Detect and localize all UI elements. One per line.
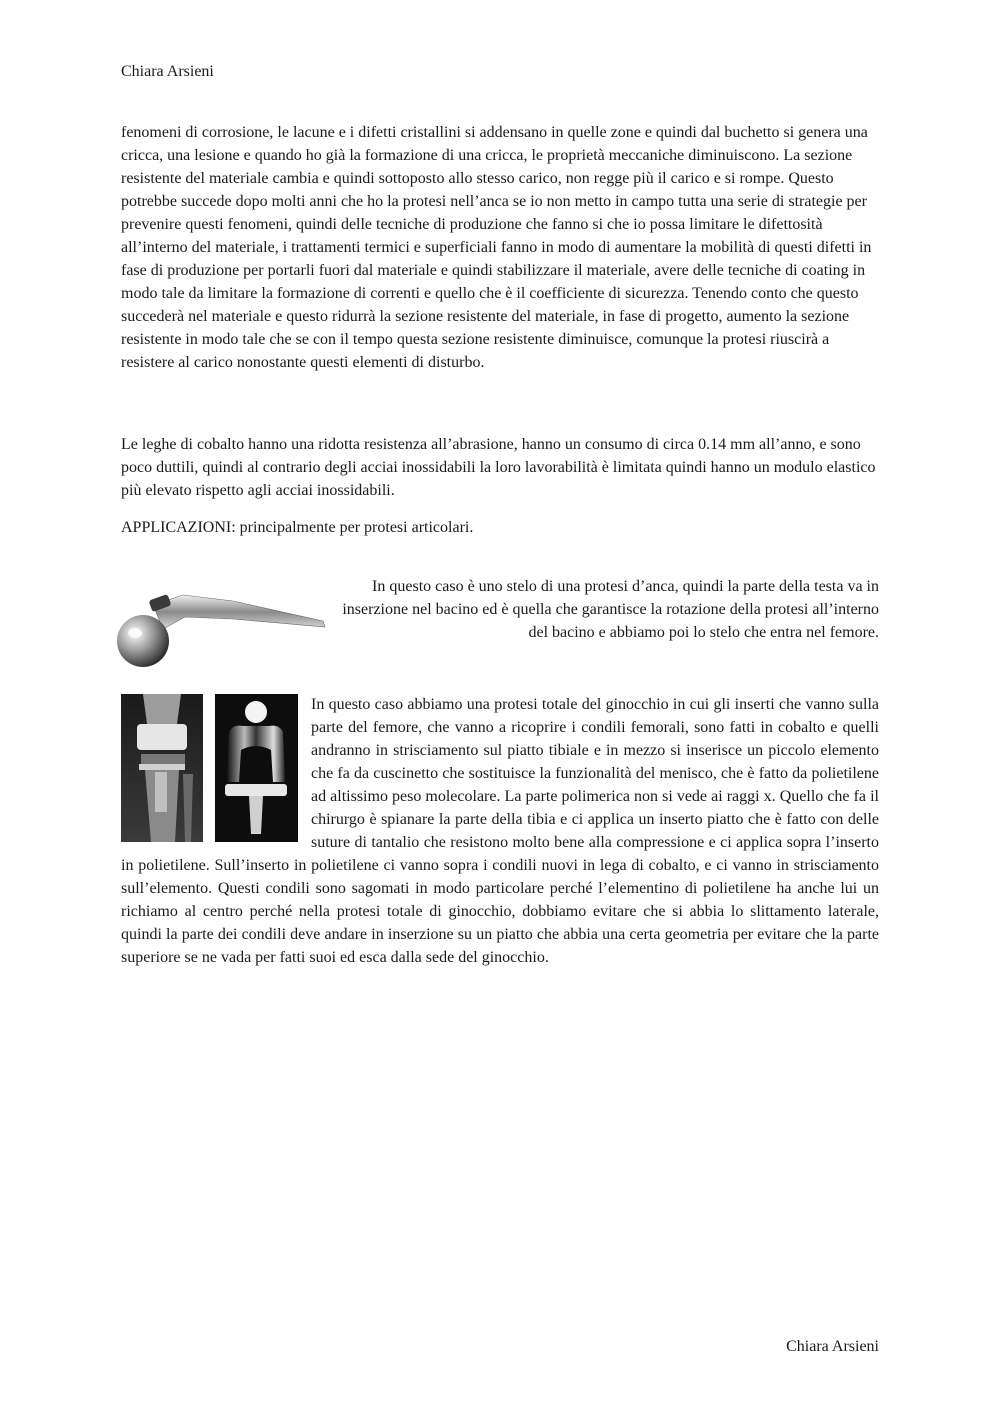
page-footer-author: Chiara Arsieni [786, 1338, 879, 1355]
body-paragraph-corrosion: fenomeni di corrosione, le lacune e i difetti cristallini si addensano in quelle zone e quindi dal buchetto si genera una cricca, una lesione e quando ho già la formazione di una cricca, le proprietà meccaniche diminuiscono. La sezione resistente del materiale cambia e quindi sottoposto allo stesso carico, non regge più il carico e si rompe. Questo potrebbe succede dopo molti anni che ho la protesi nell’anca se io non metto in campo tutta una serie di strategie per prevenire questi fenomeni, quindi delle tecniche di produzione che fanno si che io possa limitare le difettosità all’interno del materiale, i trattamenti termici e superficiali fanno in modo di aumentare la mobilità di questi difetti in fase di produzione per portarli fuori dal materiale e quindi stabilizzare il materiale, avere delle tecniche di coating in modo tale da limitare la formazione di correnti e quello che è il coefficiente di sicurezza. Tenendo conto che questo succederà nel materiale e questo ridurrà la sezione resistente del materiale, in fase di progetto, aumento la sezione resistente in modo tale che se con il tempo questa sezione resistente diminuisce, comunque la protesi riuscirà a resistere al carico nonostante questi elementi di disturbo. [121, 124, 872, 371]
hip-prosthesis-image [113, 583, 335, 673]
body-paragraph-applications: APPLICAZIONI: principalmente per protesi articolari. [121, 519, 474, 536]
page-header-author: Chiara Arsieni [121, 63, 214, 80]
knee-prosthesis-text-block [121, 693, 879, 969]
knee-prosthesis-paragraph: In questo caso abbiamo una protesi totale del ginocchio in cui gli inserti che vanno sulla parte del femore, che vanno a ricoprire i condili femorali, sono fatti in cobalto e quelli andranno in strisciamento sul piatto tibiale e in mezzo si inserisce un piccolo elemento che fa da cuscinetto che sostituisce la funzionalità del menisco, che è fatto da polietilene ad altissimo peso molecolare. La parte polimerica non si vede ai raggi x. Quello che fa il chirurgo è spianare la parte della tibia e ci applica un inserto piatto che è fatto con delle suture di tantalio che resistono molto bene alla compressione e ci applica sopra l’inserto in polietilene. Sull’inserto in polietilene ci vanno sopra i condili nuovi in lega di cobalto, e ci vanno in strisciamento sull’elemento. Questi condili sono sagomati in modo particolare perché l’elementino di polietilene ha anche lui un richiamo al centro perché nella protesi totale di ginocchio, dobbiamo evitare che si abbia lo slittamento laterale, quindi la parte dei condili deve andare in inserzione su un piatto che abbia una certa geometria per evitare che la parte superiore se ne vada per fatti suoi ed esca dalla sede del ginocchio. [121, 696, 879, 966]
hip-prosthesis-caption: In questo caso è uno stelo di una protesi d’anca, quindi la parte della testa va in inserzione nel bacino ed è quella che garantisce la rotazione della protesi all’interno del bacino e abbiamo poi lo stelo che entra nel femore. [342, 578, 879, 641]
body-paragraph-cobalt-alloys: Le leghe di cobalto hanno una ridotta resistenza all’abrasione, hanno un consumo di circa 0.14 mm all’anno, e sono poco duttili, quindi al contrario degli acciai inossidabili la loro lavorabilità è limitata quindi hanno un modulo elastico più elevato rispetto agli acciai inossidabili. [121, 436, 876, 499]
knee-image-spacer [121, 693, 311, 853]
